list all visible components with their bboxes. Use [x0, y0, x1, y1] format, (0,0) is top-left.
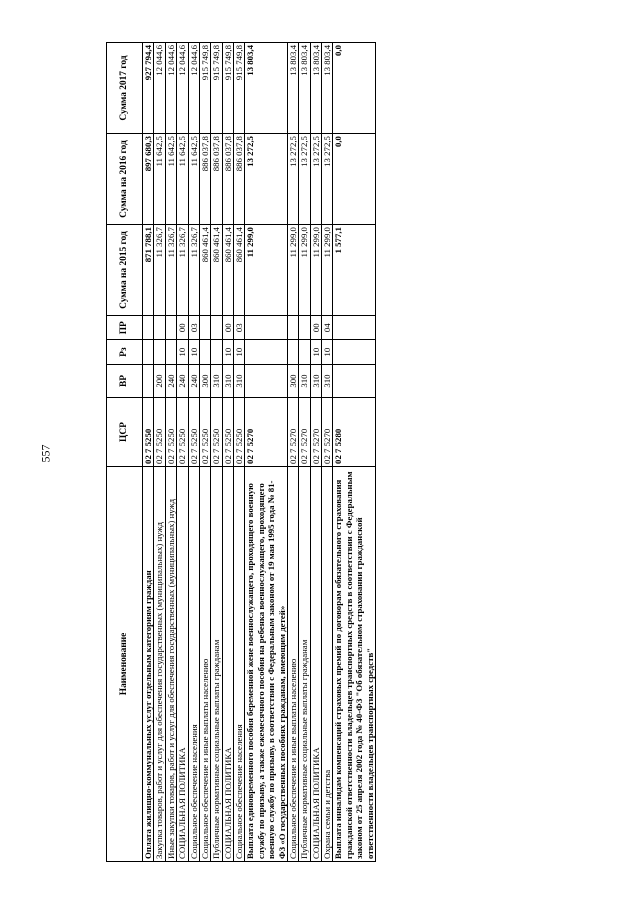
cell-name: Социальное обеспечение населения [234, 466, 245, 861]
cell-2016: 13 272,5 [310, 134, 321, 225]
cell-rz: 10 [322, 340, 333, 364]
cell-name: СОЦИАЛЬНАЯ ПОЛИТИКА [222, 466, 233, 861]
cell-2017: 13 803,4 [322, 43, 333, 134]
table-row [143, 43, 154, 862]
cell-2016: 13 272,5 [287, 134, 298, 225]
cell-2015: 11 299,0 [287, 225, 298, 316]
cell-pr [287, 316, 298, 340]
cell-2015: 11 299,0 [310, 225, 321, 316]
table-row [287, 43, 298, 862]
header-name: Наименование [107, 466, 143, 861]
cell-name: Охрана семьи и детства [322, 466, 333, 861]
cell-name: СОЦИАЛЬНАЯ ПОЛИТИКА [177, 466, 188, 861]
cell-name: Социальное обеспечение и иные выплаты населению [287, 466, 298, 861]
table-row [188, 43, 199, 862]
cell-csr: 02 7 5270 [287, 398, 298, 467]
cell-vr: 310 [234, 364, 245, 397]
cell-name: Публичные нормативные социальные выплаты гражданам [299, 466, 310, 861]
cell-pr [154, 316, 165, 340]
cell-2017: 12 044,6 [188, 43, 199, 134]
cell-rz [333, 340, 376, 364]
cell-csr: 02 7 5270 [299, 398, 310, 467]
cell-2015: 11 299,0 [299, 225, 310, 316]
cell-2017: 12 044,6 [165, 43, 176, 134]
cell-pr [245, 316, 288, 340]
cell-vr: 310 [299, 364, 310, 397]
table-row [310, 43, 321, 862]
cell-2017: 13 803,4 [245, 43, 288, 134]
page-number [36, 440, 56, 466]
cell-name: Оплата жилищно-коммунальных услуг отдельным категориям граждан [143, 466, 154, 861]
cell-2015: 11 326,7 [154, 225, 165, 316]
table-row [211, 43, 222, 862]
cell-2016: 886 037,8 [199, 134, 210, 225]
cell-pr [211, 316, 222, 340]
cell-csr: 02 7 5250 [165, 398, 176, 467]
cell-rz [287, 340, 298, 364]
cell-2017: 12 044,6 [154, 43, 165, 134]
header-2015: Сумма на 2015 год [107, 225, 143, 316]
cell-vr: 310 [322, 364, 333, 397]
cell-2015: 11 326,7 [165, 225, 176, 316]
cell-vr [143, 364, 154, 397]
cell-pr: 04 [322, 316, 333, 340]
cell-2016: 11 642,5 [154, 134, 165, 225]
table-row [234, 43, 245, 862]
cell-pr: 03 [188, 316, 199, 340]
header-pr: ПР [107, 316, 143, 340]
cell-rz [165, 340, 176, 364]
cell-csr: 02 7 5270 [310, 398, 321, 467]
cell-rz [199, 340, 210, 364]
cell-2015: 860 461,4 [222, 225, 233, 316]
cell-rz [299, 340, 310, 364]
cell-2017: 915 749,8 [211, 43, 222, 134]
table-row [177, 43, 188, 862]
header-rz: Рз [107, 340, 143, 364]
header-2017: Сумма 2017 год [107, 43, 143, 134]
cell-2017: 12 044,6 [177, 43, 188, 134]
cell-csr: 02 7 5250 [177, 398, 188, 467]
cell-2017: 915 749,8 [222, 43, 233, 134]
cell-2015: 860 461,4 [211, 225, 222, 316]
table-body [143, 43, 376, 862]
cell-rz [154, 340, 165, 364]
cell-rz: 10 [234, 340, 245, 364]
cell-pr [165, 316, 176, 340]
page-number-text: 557 [38, 444, 53, 462]
cell-name: СОЦИАЛЬНАЯ ПОЛИТИКА [310, 466, 321, 861]
table-row [245, 43, 288, 862]
cell-pr [333, 316, 376, 340]
cell-vr: 310 [310, 364, 321, 397]
table-row [322, 43, 333, 862]
cell-csr: 02 7 5250 [222, 398, 233, 467]
cell-2016: 13 272,5 [322, 134, 333, 225]
cell-csr: 02 7 5250 [143, 398, 154, 467]
cell-csr: 02 7 5250 [154, 398, 165, 467]
cell-rz [143, 340, 154, 364]
cell-2017: 0,0 [333, 43, 376, 134]
table-row [299, 43, 310, 862]
cell-rz: 10 [310, 340, 321, 364]
cell-2016: 886 037,8 [222, 134, 233, 225]
cell-2016: 11 642,5 [188, 134, 199, 225]
cell-vr: 200 [154, 364, 165, 397]
cell-name: Выплата единовременного пособия беременной жене военнослужащего, проходящего военную службу по призыву, а также ежемесячного пособия на ребенка военнослужащего, проходящего военную службу по призыву, в соответствии с Федеральным законом от 19 мая 1995 года № 81-ФЗ «О государственных пособиях гражданам, имеющим детей» [245, 466, 288, 861]
cell-2016: 11 642,5 [165, 134, 176, 225]
rotated-table-container [106, 42, 586, 862]
table-row [154, 43, 165, 862]
cell-2016: 886 037,8 [234, 134, 245, 225]
table-row [199, 43, 210, 862]
cell-pr [199, 316, 210, 340]
cell-2015: 860 461,4 [199, 225, 210, 316]
cell-name: Социальное обеспечение и иные выплаты населению [199, 466, 210, 861]
cell-vr: 300 [287, 364, 298, 397]
cell-csr: 02 7 5250 [234, 398, 245, 467]
cell-2016: 886 037,8 [211, 134, 222, 225]
cell-2015: 11 299,0 [322, 225, 333, 316]
cell-name: Публичные нормативные социальные выплаты гражданам [211, 466, 222, 861]
cell-2015: 11 299,0 [245, 225, 288, 316]
cell-pr [299, 316, 310, 340]
cell-rz: 10 [177, 340, 188, 364]
cell-2016: 11 642,5 [177, 134, 188, 225]
header-vr: ВР [107, 364, 143, 397]
cell-vr: 240 [188, 364, 199, 397]
cell-pr: 03 [234, 316, 245, 340]
header-2016: Сумма на 2016 год [107, 134, 143, 225]
cell-rz: 10 [222, 340, 233, 364]
cell-name: Иные закупки товаров, работ и услуг для обеспечения государственных (муниципальных) нужд [165, 466, 176, 861]
budget-table [106, 42, 376, 862]
cell-vr: 310 [211, 364, 222, 397]
cell-2017: 915 749,8 [199, 43, 210, 134]
cell-csr: 02 7 5250 [199, 398, 210, 467]
cell-2015: 1 577,1 [333, 225, 376, 316]
header-csr: ЦСР [107, 398, 143, 467]
cell-csr: 02 7 5250 [188, 398, 199, 467]
cell-2015: 11 326,7 [188, 225, 199, 316]
table-row [222, 43, 233, 862]
table-row [333, 43, 376, 862]
cell-2017: 915 749,8 [234, 43, 245, 134]
cell-2017: 13 803,4 [287, 43, 298, 134]
cell-name: Социальное обеспечение населения [188, 466, 199, 861]
cell-csr: 02 7 5270 [245, 398, 288, 467]
cell-name: Закупка товаров, работ и услуг для обеспечения государственных (муниципальных) нужд [154, 466, 165, 861]
cell-vr [333, 364, 376, 397]
cell-rz [245, 340, 288, 364]
cell-rz [211, 340, 222, 364]
cell-2016: 897 680,3 [143, 134, 154, 225]
cell-pr: 00 [177, 316, 188, 340]
cell-vr [245, 364, 288, 397]
cell-csr: 02 7 5270 [322, 398, 333, 467]
cell-csr: 02 7 5280 [333, 398, 376, 467]
cell-vr: 300 [199, 364, 210, 397]
cell-2017: 13 803,4 [310, 43, 321, 134]
cell-2015: 11 326,7 [177, 225, 188, 316]
cell-rz: 10 [188, 340, 199, 364]
cell-pr [143, 316, 154, 340]
table-row [165, 43, 176, 862]
cell-2016: 13 272,5 [299, 134, 310, 225]
cell-vr: 240 [165, 364, 176, 397]
cell-csr: 02 7 5250 [211, 398, 222, 467]
cell-2015: 860 461,4 [234, 225, 245, 316]
cell-vr: 240 [177, 364, 188, 397]
cell-2017: 927 794,4 [143, 43, 154, 134]
table-header-row [107, 43, 143, 862]
cell-pr: 00 [222, 316, 233, 340]
cell-2015: 871 788,1 [143, 225, 154, 316]
cell-pr: 00 [310, 316, 321, 340]
cell-2016: 0,0 [333, 134, 376, 225]
cell-vr: 310 [222, 364, 233, 397]
cell-name: Выплата инвалидам компенсаций страховых премий по договорам обязательного страхования гражданской ответственности владельцев транспортных средств в соответствии с Федеральным законом от 25 апреля 2002 года № 40-ФЗ "Об обязательном страховании гражданской ответственности владельцев транспортных средств" [333, 466, 376, 861]
cell-2016: 13 272,5 [245, 134, 288, 225]
cell-2017: 13 803,4 [299, 43, 310, 134]
